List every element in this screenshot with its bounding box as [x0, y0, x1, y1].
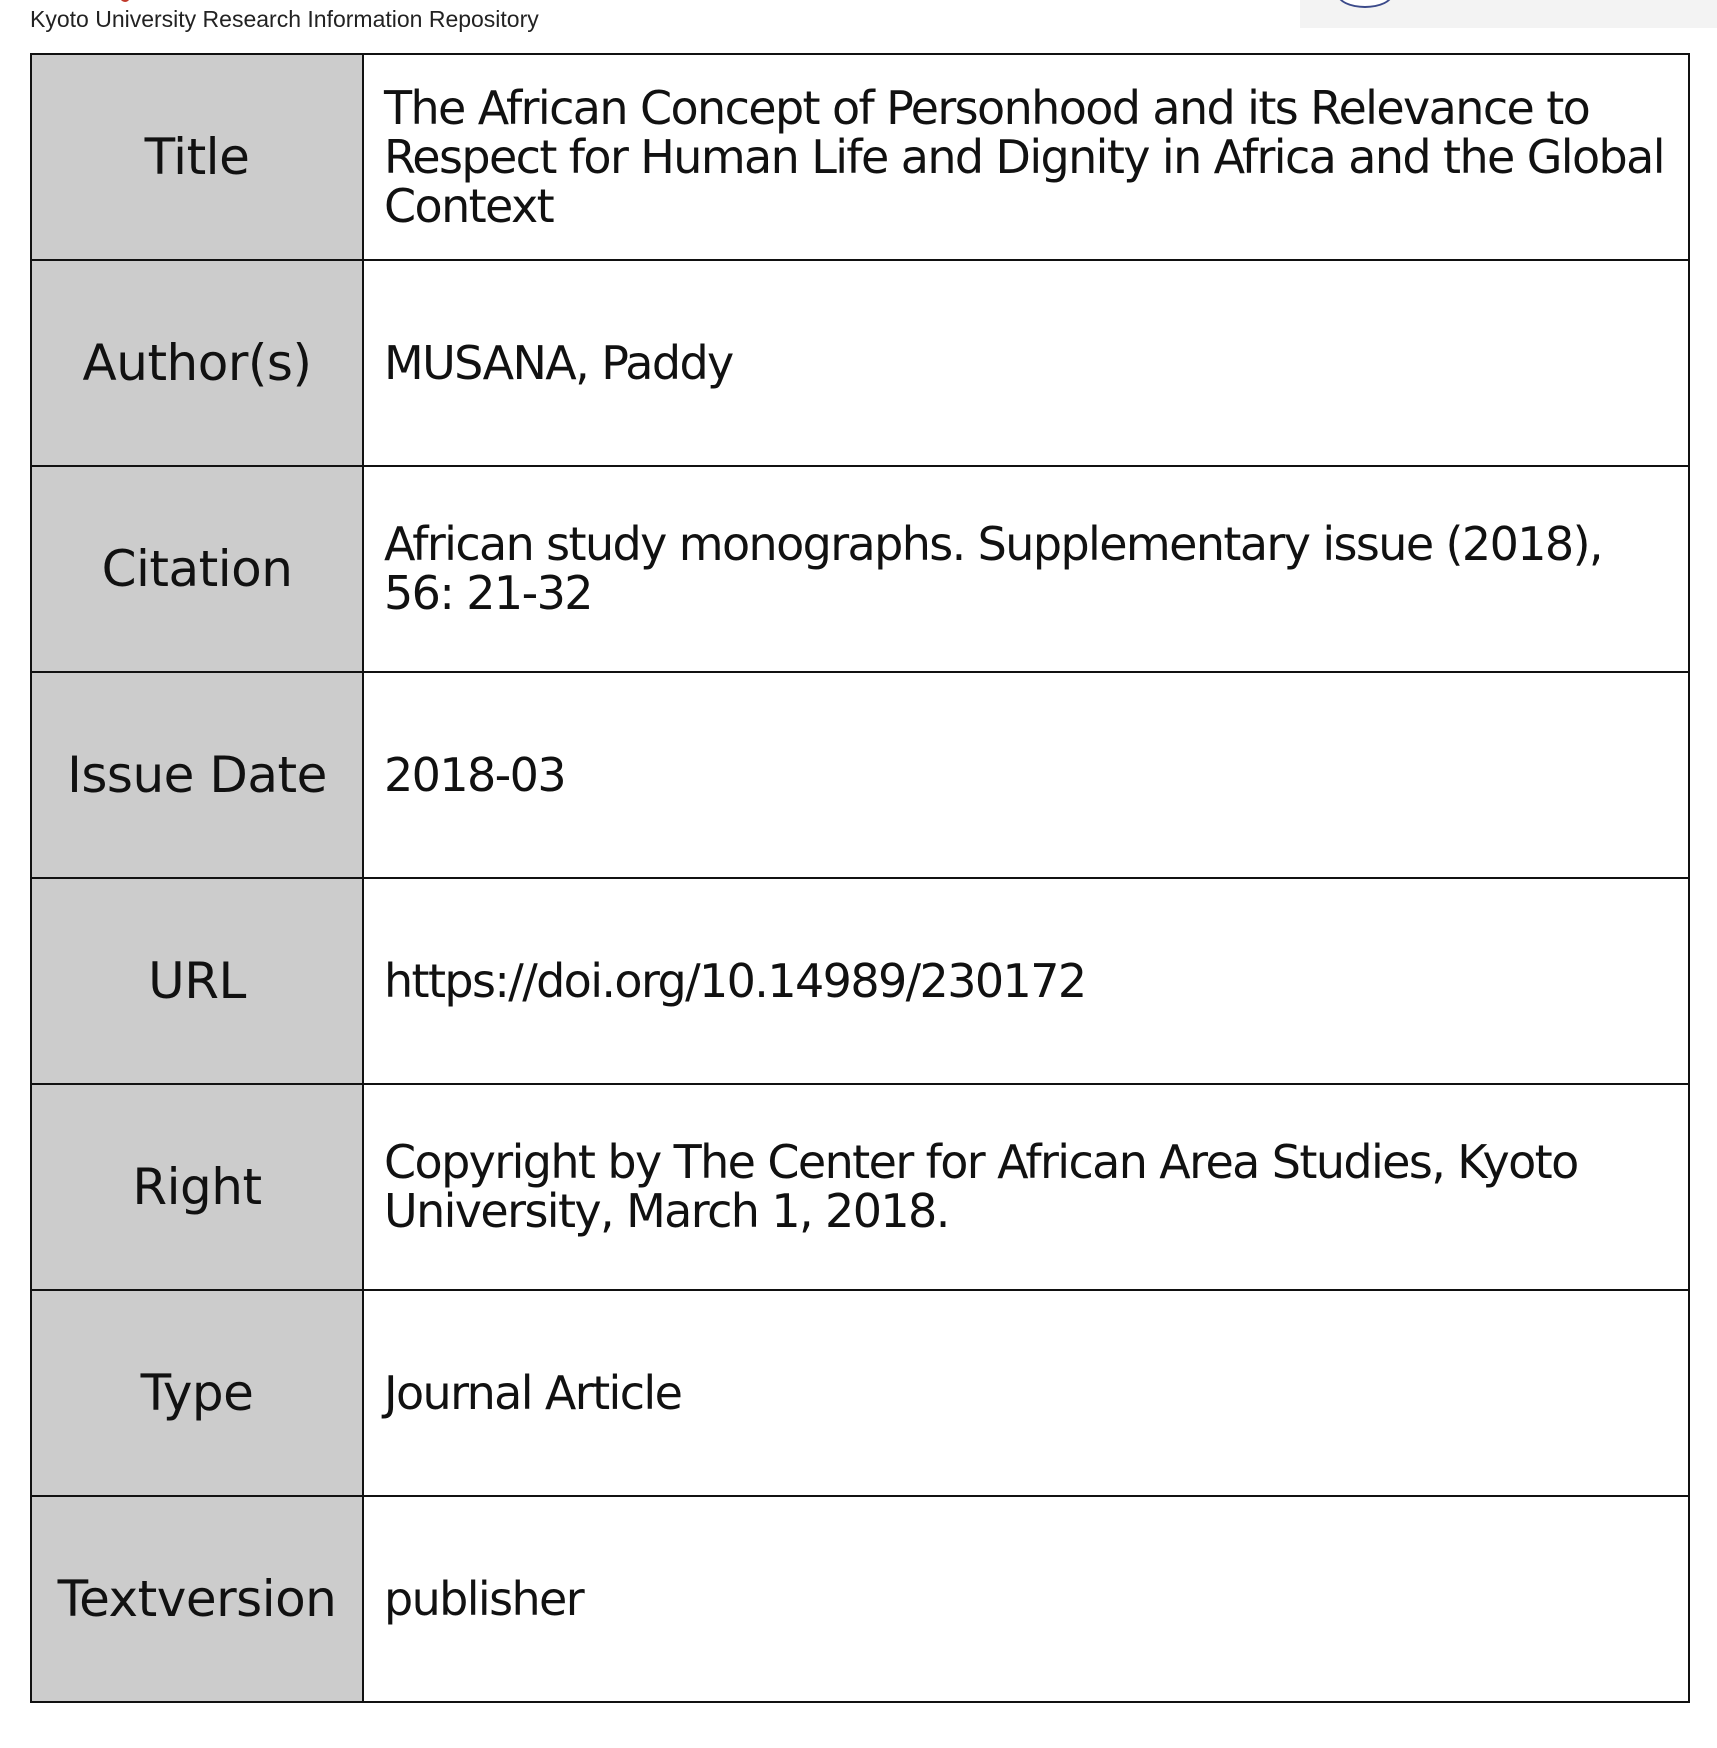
row-label: URL — [31, 878, 363, 1084]
textversion-value: publisher — [363, 1496, 1689, 1702]
row-label: Issue Date — [31, 672, 363, 878]
table-row-textversion — [31, 1496, 1689, 1702]
row-label: Textversion — [31, 1496, 363, 1702]
type-value: Journal Article — [363, 1290, 1689, 1496]
table-row-citation — [31, 466, 1689, 672]
repository-header — [0, 0, 1717, 52]
row-label: Title — [31, 54, 363, 260]
table-row-issue-date — [31, 672, 1689, 878]
row-label: Citation — [31, 466, 363, 672]
url-link[interactable]: https://doi.org/10.14989/230172 — [363, 878, 1689, 1084]
citation-value: African study monographs. Supplementary issue (2018), 56: 21-32 — [363, 466, 1689, 672]
title-value: The African Concept of Personhood and its Relevance to Respect for Human Life and Dignity in Africa and the Global Context — [363, 54, 1689, 260]
right-value: Copyright by The Center for African Area Studies, Kyoto University, March 1, 2018. — [363, 1084, 1689, 1290]
table-row-authors — [31, 260, 1689, 466]
issue-date-value: 2018-03 — [363, 672, 1689, 878]
repository-name: Kyoto University Research Information Repository — [30, 6, 539, 32]
row-label: Type — [31, 1290, 363, 1496]
row-label: Author(s) — [31, 260, 363, 466]
table-row-type — [31, 1290, 1689, 1496]
authors-value: MUSANA, Paddy — [363, 260, 1689, 466]
row-label: Right — [31, 1084, 363, 1290]
table-row-title — [31, 54, 1689, 260]
table-row-url — [31, 878, 1689, 1084]
metadata-table — [30, 53, 1690, 1703]
logo-accent-icon — [120, 0, 130, 2]
table-row-right — [31, 1084, 1689, 1290]
